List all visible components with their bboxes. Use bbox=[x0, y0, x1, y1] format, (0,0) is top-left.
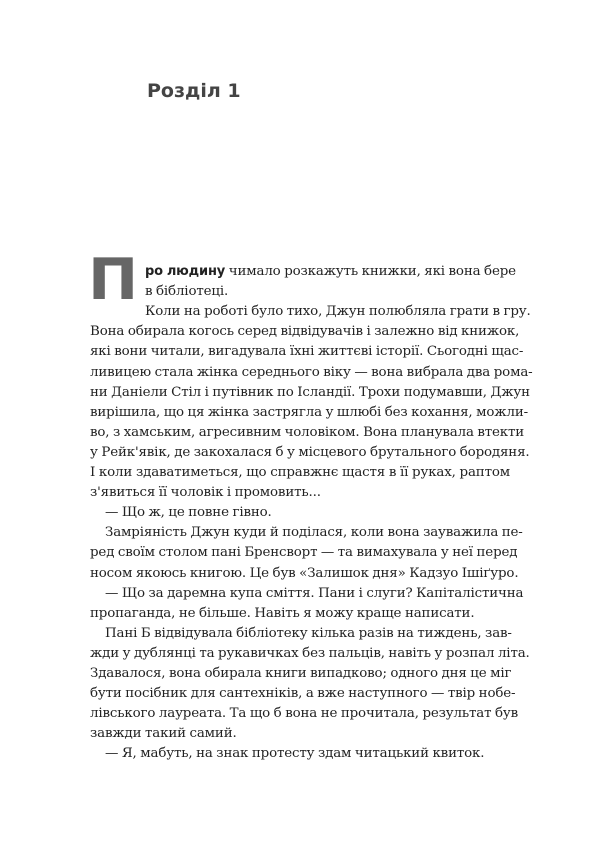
text-line: Здавалося, вона обирала книги випадково; одного дня це міг bbox=[90, 666, 512, 681]
text-line: І коли здаватиметься, що справжнє щастя в її руках, раптом bbox=[90, 465, 510, 480]
text-line: ред своїм столом пані Бренсворт — та вимахувала у неї перед bbox=[90, 545, 518, 561]
text-line: — Що ж, це повне гівно. bbox=[105, 505, 272, 521]
text-line: Замріяність Джун куди й поділася, коли вона зауважила пе- bbox=[105, 525, 523, 541]
lead-in: ро людину bbox=[145, 264, 226, 279]
text-line: вирішила, що ця жінка застрягла у шлюбі без кохання, можли- bbox=[90, 404, 528, 420]
text-line: пропаганда, не більше. Навіть я можу краще написати. bbox=[90, 605, 475, 621]
text-line: завжди такий самий. bbox=[90, 726, 237, 742]
text-line: лівського лауреата. Та що б вона не прочитала, результат був bbox=[90, 706, 519, 722]
text-line: у Рейк'явік, де закохалася б у місцевого брутального бородяня. bbox=[90, 444, 530, 460]
text-line: бути посібник для сантехніків, а вже наступного — твір нобе- bbox=[90, 686, 516, 702]
text-line bbox=[145, 262, 516, 282]
text-line: в бібліотеці. bbox=[145, 284, 229, 300]
text-line: Пані Б відвідувала бібліотеку кілька разів на тиждень, зав- bbox=[105, 625, 512, 641]
text-line: Вона обирала когось серед відвідувачів і залежно від книжок, bbox=[90, 324, 520, 340]
text-line: з'явиться її чоловік і промовить... bbox=[90, 485, 321, 501]
line-text: чималo розкажуть книжки, які вона бере bbox=[225, 264, 516, 279]
text-line: во, з хамським, агресивним чоловіком. Вона планувала втекти bbox=[90, 424, 525, 440]
text-line: носом якоюсь книгою. Це був «Залишок дня» Кадзуо Ішіґуро. bbox=[90, 565, 519, 581]
text-line: ливицею стала жінка середнього віку — вона вибрала два рома- bbox=[90, 364, 533, 380]
drop-cap: П bbox=[88, 246, 139, 314]
text-line: Коли на роботі було тихо, Джун полюбляла грати в гру. bbox=[145, 304, 531, 320]
text-line: ни Даніели Стіл і путівник по Ісландії. Трохи подумавши, Джун bbox=[90, 384, 530, 400]
chapter-title: Розділ 1 bbox=[147, 80, 241, 102]
text-line: — Що за даремна купа сміття. Пани і слуги? Капіталістична bbox=[105, 585, 524, 601]
text-line: які вони читали, вигадувала їхні життєві історії. Сьогодні щас- bbox=[90, 344, 524, 360]
text-line: жди у дублянці та рукавичках без пальців, навіть у розпал літа. bbox=[90, 645, 530, 661]
text-line: — Я, мабуть, на знак протесту здам читацький квиток. bbox=[105, 746, 485, 762]
